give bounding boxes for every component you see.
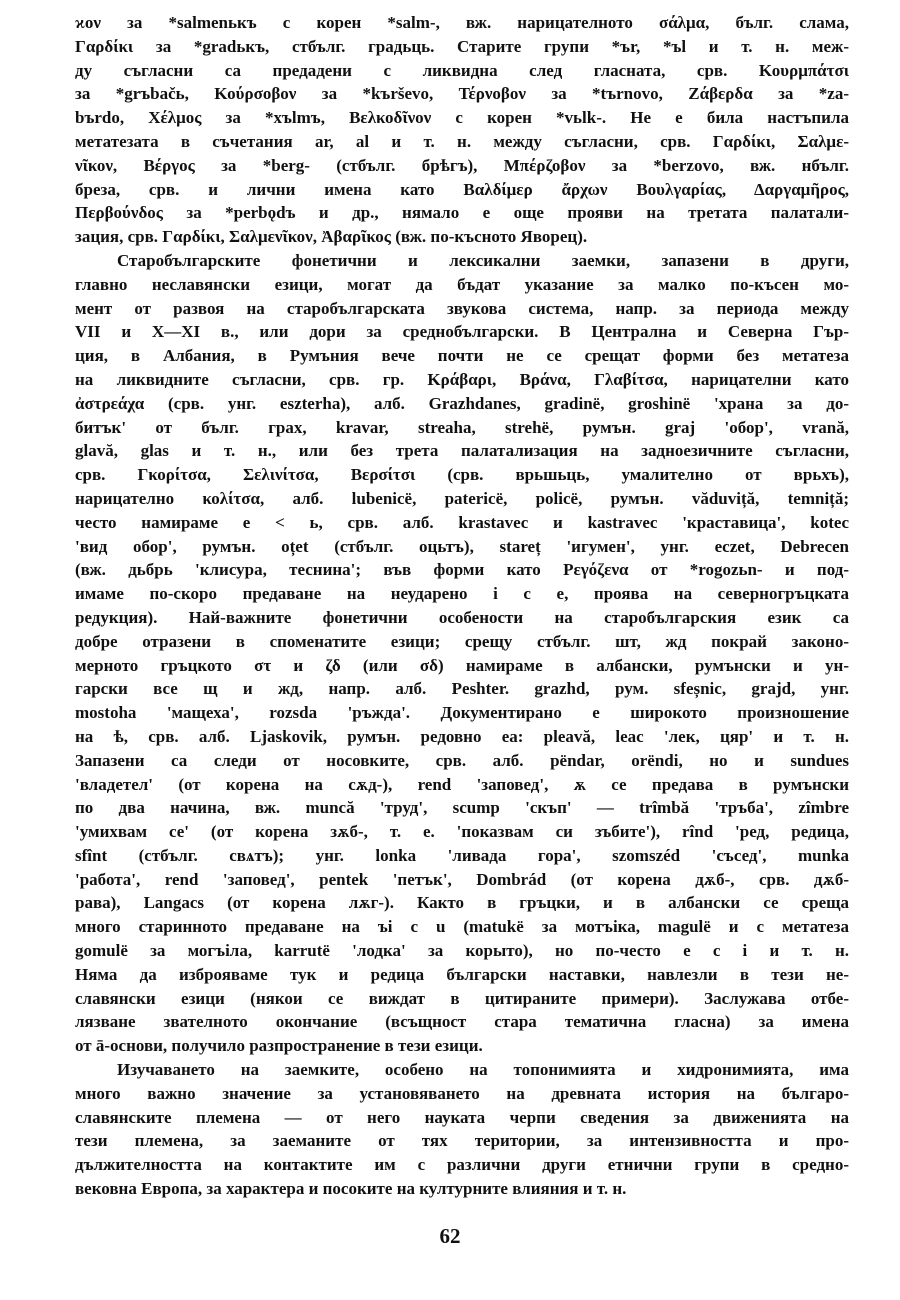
text-line: редукция). Най-важните фонетични особености на старобългарския език са (75, 607, 849, 627)
text-line: 'владетел' (от корена на сѫд-), rend 'заповед', ѫ се предава в румънски (75, 774, 849, 794)
page-body-text (75, 11, 849, 1201)
text-line: Няма да изброяваме тук и редица български наставки, навлезли в тези не- (75, 964, 849, 984)
text-line: sfînt (стбълг. свѧтъ); унг. lonka 'ливада гора', szomszéd 'съсед', munka (75, 845, 849, 865)
text-line: срв. Γκορίτσα, Σελινίτσα, Βερσίτσι (срв. врьшьць, умалително от врьхъ), (75, 465, 849, 485)
paragraph (75, 11, 849, 249)
text-line: 'умихвам се' (от корена зѫб-, т. е. 'показвам си зъбите'), rînd 'ред, редица, (75, 822, 849, 842)
paragraph (75, 249, 849, 1058)
text-line: Старобългарските фонетични и лексикални заемки, запазени в други, (117, 250, 849, 270)
text-line: рава), Langacs (от корена лѫг-). Както в гръцки, и в албански се среща (75, 893, 849, 913)
text-line: бреза, срв. и лични имена като Βαλδίμερ ἄρχων Βουλγαρίας, Δαργαμῆρος, (75, 179, 849, 199)
text-line: нарицателно κολίτσα, алб. lubenicë, patericë, policë, румън. văduviță, temniță; (75, 488, 849, 508)
text-line: вековна Европа, за характера и посоките на културните влияния и т. н. (75, 1179, 627, 1199)
text-line: често намираме e < ь, срв. алб. krastavec и kastravec 'краставица', kotec (75, 512, 849, 532)
text-line: Γαρδίκι за *gradькъ, стбълг. градьць. Старите групи *ъr, *ъl и т. н. меж- (75, 36, 849, 56)
text-line: метатезата в съчетания ar, al и т. н. между съгласни, срв. Γαρδίκι, Σαλμε- (75, 131, 849, 151)
text-line: дължителността на контактите им с различни други етнични групи в средно- (75, 1155, 849, 1175)
text-line: VII и X—XI в., или дори за среднобългарски. В Централна и Северна Гър- (75, 322, 849, 342)
text-line: 'вид обор', румън. oțet (стбълг. оцьтъ), stareț 'игумен', унг. eczet, Debrecen (75, 536, 849, 556)
text-line: (вж. дьбрь 'клисура, теснина'; във форми като Ρεγόζενα от *rogozьn- и под- (75, 560, 849, 580)
text-line: лязване звателното окончание (всъщност стара тематична гласна) за имена (75, 1012, 849, 1032)
text-line: от ā-основи, получило разпространение в тези езици. (75, 1036, 483, 1056)
text-line: gomulë за могъіла, karrutë 'лодка' за корыто), но по-често е с i и т. н. (75, 941, 849, 961)
text-line: mostoha 'мащеха', rozsda 'ръжда'. Документирано е широкото произношение (75, 703, 849, 723)
paragraph (75, 1058, 849, 1201)
text-line: на ѣ, срв. алб. Ljaskovik, румън. редовно ea: pleavă, leac 'лек, цяр' и т. н. (75, 726, 849, 746)
text-line: по два начина, вж. muncă 'труд', scump 'скъп' — trîmbă 'тръба', zîmbre (75, 798, 849, 818)
text-line: за *grъbačь, Κούρσοβον за *kъrševo, Τέρνοβον за *tъrnovo, Ζάβερδα за *za- (75, 84, 849, 104)
text-line: зация, срв. Γαρδίκι, Σαλμενῖκον, Ἀβαρῖκος (вж. по-късното Яворец). (75, 227, 588, 247)
text-line: мент от развоя на старобългарската звукова система, напр. за периода между (75, 298, 849, 318)
text-line: Изучаването на заемките, особено на топонимията и хидронимията, има (117, 1060, 849, 1080)
text-line: главно неславянски езици, могат да бъдат указание за малко по-късен мо- (75, 274, 849, 294)
text-line: Περβούνδος за *perbǫdъ и др., нямало е още прояви на третата палатали- (75, 203, 849, 223)
text-line: славянските племена — от него науката черпи сведения за движенията на (75, 1107, 849, 1127)
text-line: много важно значение за установяването на древната история на българо- (75, 1083, 849, 1103)
text-line: bъrdo, Χέλμος за *xъlmъ, Βελκοδῖνον с корен *vьlk-. Не е била настъпила (75, 108, 849, 128)
text-line: Запазени са следи от носовките, срв. алб. pëndar, orëndi, но и sundues (75, 750, 849, 770)
text-line: ἀστρεάχα (срв. унг. eszterha), алб. Grazhdanes, gradinë, groshinë 'храна за до- (75, 393, 849, 413)
page-number: 62 (439, 1224, 461, 1248)
text-line: добре отразени в споменатите езици; срещу стбълг. шт, жд покрай законо- (75, 631, 849, 651)
text-line: ция, в Албания, в Румъния вече почти не се срещат форми без метатеза (75, 346, 849, 366)
text-line: νῖκον, Βέργος за *berg- (стбълг. брѣгъ), Μπέρζοβον за *berzovo, вж. нбълг. (75, 155, 849, 175)
text-line: славянски езици (някои се виждат в цитираните примери). Заслужава отбе- (75, 988, 849, 1008)
text-line: много старинното предаване на ъі с u (matukë за мотъіка, magulë и с метатеза (75, 917, 849, 937)
text-line: мерното гръцкото στ и ζδ (или σδ) намираме в албански, румънски и ун- (75, 655, 849, 675)
text-line: ду съгласни са предадени с ликвидна след гласната, срв. Κουρμπάτσι (75, 60, 849, 80)
text-line: glavă, glas и т. н., или без трета палатализация на задноезичните съгласни, (75, 441, 849, 461)
text-line: 'работа', rend 'заповед', pentek 'петък', Dombrád (от корена дѫб-, срв. дѫб- (75, 869, 849, 889)
text-line: ϰον за *salmenькъ с корен *salm-, вж. нарицателното σάλμα, бълг. слама, (75, 13, 849, 32)
text-line: тези племена, за заеманите от тях територии, за интензивността и про- (75, 1131, 849, 1151)
text-line: гарски все щ и жд, напр. алб. Peshter. grazhd, рум. sfeșnic, grajd, унг. (75, 679, 849, 699)
text-line: на ликвидните съгласни, срв. гр. Κράβαρι, Βράνα, Γλαβίτσα, нарицателни като (75, 369, 849, 389)
text-line: битък' от бълг. грах, kravar, streaha, strehë, румън. graj 'обор', vrană, (75, 417, 849, 437)
text-line: имаме по-скоро предаване на неударено i с e, проява на северногръцката (75, 584, 849, 604)
